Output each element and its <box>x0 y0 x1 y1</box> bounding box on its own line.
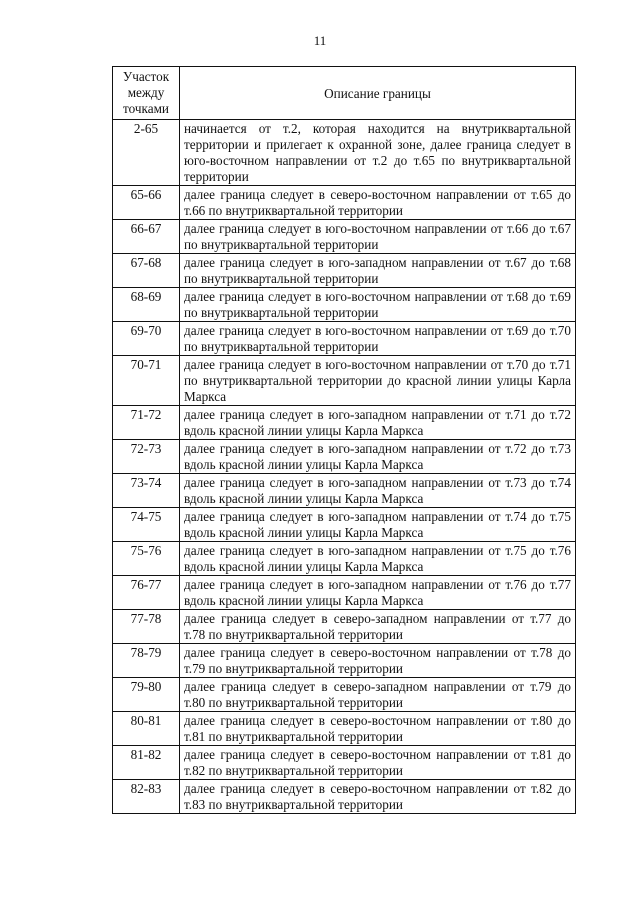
table-row <box>113 406 576 440</box>
section-cell: 73-74 <box>113 474 180 508</box>
page-number: 11 <box>313 33 327 48</box>
description-cell: далее граница следует в юго-западном направлении от т.76 до т.77 вдоль красной линии улицы Карла Маркса <box>180 576 576 610</box>
table-row <box>113 186 576 220</box>
description-cell: далее граница следует в северо-западном направлении от т.79 до т.80 по внутриквартальной территории <box>180 678 576 712</box>
table-row <box>113 542 576 576</box>
table-row <box>113 508 576 542</box>
section-cell: 71-72 <box>113 406 180 440</box>
description-cell: далее граница следует в юго-восточном направлении от т.68 до т.69 по внутриквартальной территории <box>180 288 576 322</box>
table-row <box>113 746 576 780</box>
section-cell: 82-83 <box>113 780 180 814</box>
section-cell: 77-78 <box>113 610 180 644</box>
table-header-row <box>113 67 576 120</box>
table-row <box>113 474 576 508</box>
description-cell: далее граница следует в юго-восточном направлении от т.70 до т.71 по внутриквартальной территории до красной линии улицы Карла Маркса <box>180 356 576 406</box>
table-row <box>113 322 576 356</box>
section-cell: 80-81 <box>113 712 180 746</box>
table-row <box>113 780 576 814</box>
section-cell: 67-68 <box>113 254 180 288</box>
table-row <box>113 576 576 610</box>
table-row <box>113 288 576 322</box>
boundary-table <box>112 66 576 814</box>
description-cell: далее граница следует в северо-восточном направлении от т.80 до т.81 по внутриквартальной территории <box>180 712 576 746</box>
table-row <box>113 254 576 288</box>
section-cell: 74-75 <box>113 508 180 542</box>
section-cell: 75-76 <box>113 542 180 576</box>
description-cell: далее граница следует в юго-западном направлении от т.75 до т.76 вдоль красной линии улицы Карла Маркса <box>180 542 576 576</box>
section-cell: 66-67 <box>113 220 180 254</box>
table-row <box>113 712 576 746</box>
description-cell: начинается от т.2, которая находится на внутриквартальной территории и прилегает к охранной зоне, далее граница следует в юго-восточном направлении от т.2 до т.65 по внутриквартальной территории <box>180 120 576 186</box>
section-cell: 68-69 <box>113 288 180 322</box>
description-cell: далее граница следует в юго-западном направлении от т.74 до т.75 вдоль красной линии улицы Карла Маркса <box>180 508 576 542</box>
table-row <box>113 440 576 474</box>
section-cell: 69-70 <box>113 322 180 356</box>
description-cell: далее граница следует в северо-западном направлении от т.77 до т.78 по внутриквартальной территории <box>180 610 576 644</box>
description-cell: далее граница следует в юго-западном направлении от т.73 до т.74 вдоль красной линии улицы Карла Маркса <box>180 474 576 508</box>
section-cell: 79-80 <box>113 678 180 712</box>
section-cell: 78-79 <box>113 644 180 678</box>
table-body <box>113 120 576 814</box>
header-description: Описание границы <box>180 67 576 120</box>
section-cell: 70-71 <box>113 356 180 406</box>
table-row <box>113 678 576 712</box>
table-row <box>113 610 576 644</box>
description-cell: далее граница следует в юго-западном направлении от т.72 до т.73 вдоль красной линии улицы Карла Маркса <box>180 440 576 474</box>
description-cell: далее граница следует в северо-восточном направлении от т.65 до т.66 по внутриквартальной территории <box>180 186 576 220</box>
section-cell: 65-66 <box>113 186 180 220</box>
table-row <box>113 644 576 678</box>
description-cell: далее граница следует в юго-западном направлении от т.71 до т.72 вдоль красной линии улицы Карла Маркса <box>180 406 576 440</box>
description-cell: далее граница следует в северо-восточном направлении от т.81 до т.82 по внутриквартальной территории <box>180 746 576 780</box>
description-cell: далее граница следует в северо-восточном направлении от т.78 до т.79 по внутриквартальной территории <box>180 644 576 678</box>
section-cell: 72-73 <box>113 440 180 474</box>
section-cell: 81-82 <box>113 746 180 780</box>
table-row <box>113 356 576 406</box>
description-cell: далее граница следует в юго-западном направлении от т.67 до т.68 по внутриквартальной территории <box>180 254 576 288</box>
description-cell: далее граница следует в юго-восточном направлении от т.66 до т.67 по внутриквартальной территории <box>180 220 576 254</box>
table-row <box>113 120 576 186</box>
section-cell: 2-65 <box>113 120 180 186</box>
description-cell: далее граница следует в юго-восточном направлении от т.69 до т.70 по внутриквартальной территории <box>180 322 576 356</box>
description-cell: далее граница следует в северо-восточном направлении от т.82 до т.83 по внутриквартальной территории <box>180 780 576 814</box>
section-cell: 76-77 <box>113 576 180 610</box>
header-section: Участок между точками <box>113 67 180 120</box>
table-row <box>113 220 576 254</box>
